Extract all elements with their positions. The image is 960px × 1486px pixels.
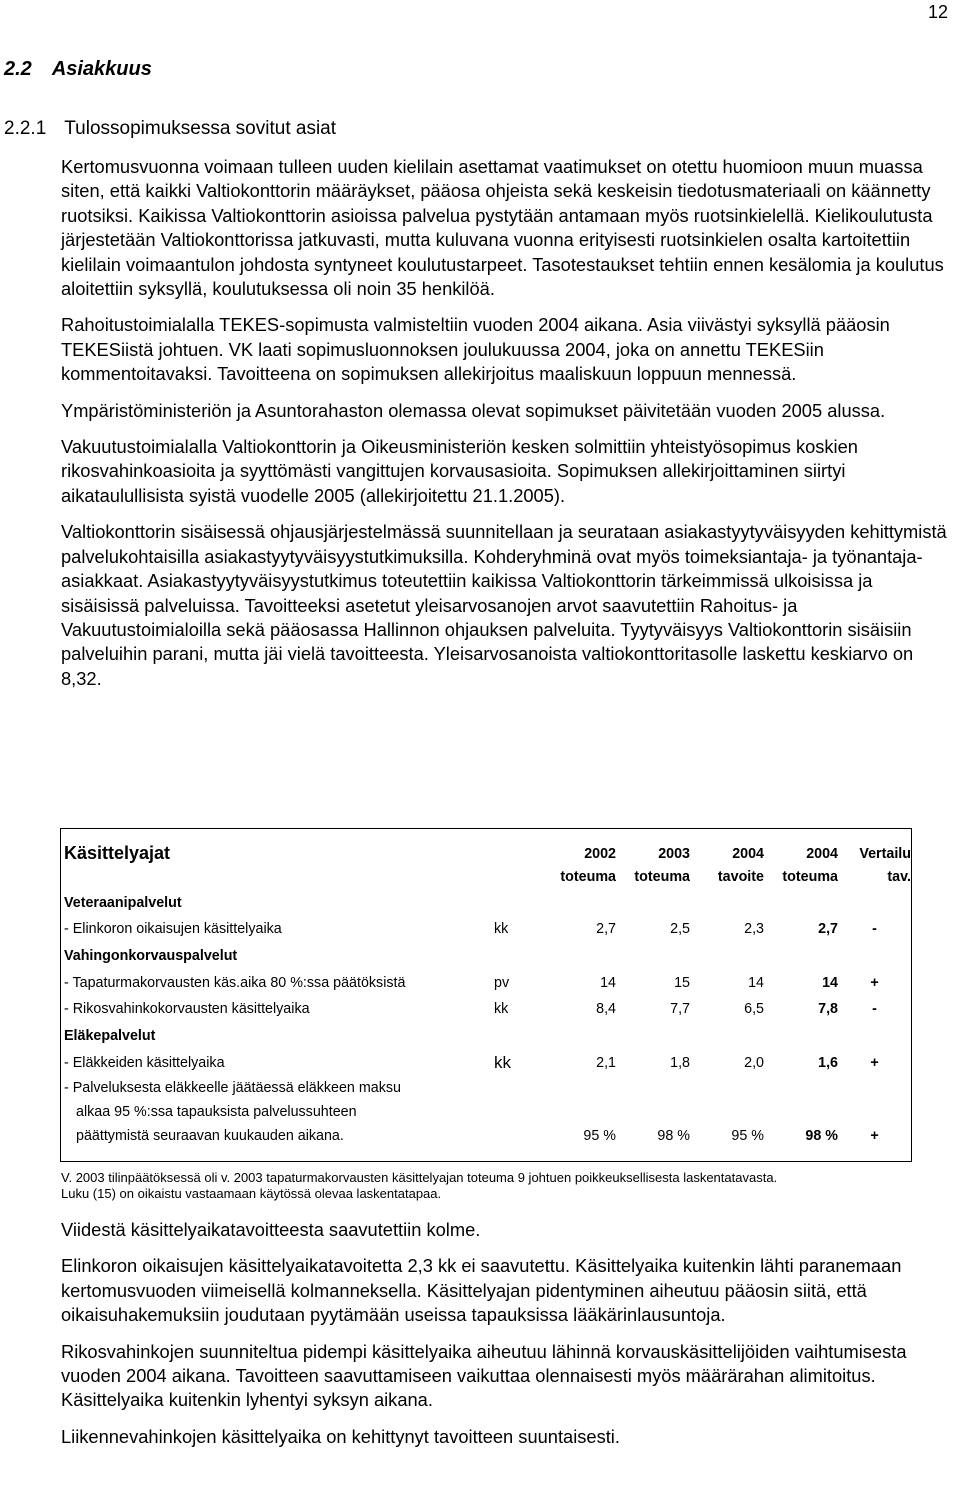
col-subheader-2004-actual: toteuma — [782, 869, 838, 885]
table-note: Luku (15) on oikaistu vastaamaan käytössä olevaa laskentatapaa. — [61, 1186, 442, 1201]
col-header-compare: Vertailu — [859, 845, 911, 862]
section-heading-number: 2.2 — [4, 58, 32, 80]
section-title-vahingonkorvaus: Vahingonkorvauspalvelut — [64, 948, 238, 964]
paragraph: Elinkoron oikaisujen käsittelyaikatavoitetta 2,3 kk ei saavutettu. Käsittelyaika kuitenkin lähti paranemaan kertomusvuoden viimeisellä kolmanneksella. Käsittelyajan pidentyminen aiheutuu pääosin siitä, että oikaisuhakemuksiin joudutaan pyytämään useissa tapauksissa lääkärinlausuntoja. — [61, 1255, 902, 1326]
paragraph: Liikennevahinkojen käsittelyaika on kehittynyt tavoitteen suuntaisesti. — [61, 1425, 620, 1447]
section-heading — [4, 58, 152, 81]
paragraph: Ympäristöministeriön ja Asuntorahaston olemassa olevat sopimukset päivitetään vuoden 2005 alussa. — [61, 399, 886, 421]
col-subheader-2002: toteuma — [560, 869, 616, 885]
section-title-elake: Eläkepalvelut — [64, 1028, 156, 1044]
processing-times-table — [60, 828, 912, 1162]
table-row: alkaa 95 %:ssa tapauksista palvelussuhteen — [76, 1104, 357, 1120]
section-row — [61, 890, 911, 916]
table-row: päättymistä seuraavan kuukauden aikana. 95 % 98 % 95 % 98 % + — [76, 1128, 879, 1144]
section-row — [61, 1022, 911, 1050]
table-row: - Elinkoron oikaisujen käsittelyaika kk 2,7 2,5 2,3 2,7 - — [64, 921, 877, 937]
col-subheader-2003: toteuma — [634, 869, 690, 885]
table-row: - Rikosvahinkokorvausten käsittelyaika kk 8,4 7,7 6,5 7,8 - — [64, 1001, 877, 1017]
paragraph: Viidestä käsittelyaikatavoitteesta saavutettiin kolme. — [61, 1219, 481, 1240]
table-note: V. 2003 tilinpäätöksessä oli v. 2003 tapaturmakorvausten käsittelyajan toteuma 9 johtuen poikkeuksellisesta laskentatavasta. — [61, 1170, 778, 1185]
table-notes — [61, 1170, 953, 1202]
body-text-after-table — [61, 1218, 953, 1461]
col-subheader-compare: tav. — [887, 869, 911, 885]
table-row: - Palveluksesta eläkkeelle jäätäessä eläkkeen maksu — [64, 1080, 401, 1096]
page-number: 12 — [927, 2, 948, 22]
col-subheader-2004-target: tavoite — [717, 869, 764, 885]
paragraph: Vakuutustoimialalla Valtiokonttorin ja Oikeusministeriön kesken solmittiin yhteistyösopimus koskien rikosvahinkoasioita ja syyttömästi vangittujen korvausasioita. Sopimuksen allekirjoittaminen siirtyi aikataulullisista syistä vuodelle 2005 (allekirjoitettu 21.1.2005). — [61, 436, 858, 506]
section-heading-title: Asiakkuus — [51, 58, 152, 80]
table-header-row-2 — [61, 864, 911, 890]
section-row — [61, 942, 911, 970]
subsection-heading-number: 2.2.1 — [4, 118, 47, 139]
paragraph: Valtiokonttorin sisäisessä ohjausjärjestelmässä suunnitellaan ja seurataan asiakastyytyväisyyden kehittymistä palvelukohtaisilla asiakastyytyväisyystutkimuksilla. Kohderyhminä ovat myös toimeksiantaja- ja työnantaja-asiakkaat. Asiakastyytyväisyystutkimus toteutettiin kaikissa Valtiokonttorin tärkeimmissä ulkoisissa ja sisäisissä palveluissa. Tavoitteeksi asetetut yleisarvosanojen arvot saavutettiin Rahoitus- ja Vakuutustoimialoilla sekä pääosassa Hallinnon ohjauksen palveluita. Tyytyväisyys Valtiokonttorin sisäisiin palveluihin parani, mutta jäi vielä tavoitteesta. Yleisarvosanoista valtiokonttoritasolle laskettu keskiarvo on 8,32. — [61, 521, 947, 689]
table-row: - Tapaturmakorvausten käs.aika 80 %:ssa päätöksistä pv 14 15 14 14 + — [64, 975, 879, 991]
paragraph: Rikosvahinkojen suunniteltua pidempi käsittelyaika aiheutuu lähinnä korvauskäsittelijöiden vaihtumisesta vuoden 2004 aikana. Tavoitteen saavuttamiseen vaikuttaa olennaisesti myös määrärahan alimitoitus. Käsittelyaika kuitenkin lyhentyi syksyn aikana. — [61, 1340, 907, 1411]
table-title: Käsittelyajat — [64, 843, 171, 863]
paragraph: Rahoitustoimialalla TEKES-sopimusta valmisteltiin vuoden 2004 aikana. Asia viivästyi syksyllä pääosin TEKESiistä johtuen. VK laati sopimusluonnoksen joulukuussa 2004, joka on annettu TEKESiin kommentoitavaksi. Tavoitteena on sopimuksen allekirjoitus maaliskuun loppuun mennessä. — [61, 314, 890, 385]
subsection-heading — [4, 118, 336, 140]
subsection-heading-title: Tulossopimuksessa sovitut asiat — [64, 118, 337, 139]
col-header-2003: 2003 — [658, 845, 690, 862]
table-header-row — [61, 829, 911, 864]
paragraph: Kertomusvuonna voimaan tulleen uuden kielilain asettamat vaatimukset on otettu huomioon muun muassa siten, että kaikki Valtiokonttorin määräykset, pääosa ohjeista sekä keskeisin tiedotusmateriaali on käännetty ruotsiksi. Kaikissa Valtiokonttorin asioissa palvelua pystytään antamaan myös ruotsinkielellä. Kielikoulutusta järjestetään Valtiokonttorissa jatkuvasti, mutta kuluvana vuonna erityisesti ruotsinkielen osalta kartoitettiin kielilain voimaantulon johdosta syntyneet koulutustarpeet. Tasotestaukset tehtiin ennen kesälomia ja koulutus aloitettiin syksyllä, koulutuksessa oli noin 35 henkilöä. — [61, 156, 944, 300]
col-header-2004-actual: 2004 — [806, 845, 838, 862]
col-header-2004-target: 2004 — [732, 845, 764, 862]
body-text — [61, 155, 953, 703]
section-title-veteraani: Veteraanipalvelut — [64, 895, 182, 911]
table-row: - Eläkkeiden käsittelyaika kk 2,1 1,8 2,0 1,6 + — [64, 1053, 879, 1072]
col-header-2002: 2002 — [584, 845, 616, 862]
